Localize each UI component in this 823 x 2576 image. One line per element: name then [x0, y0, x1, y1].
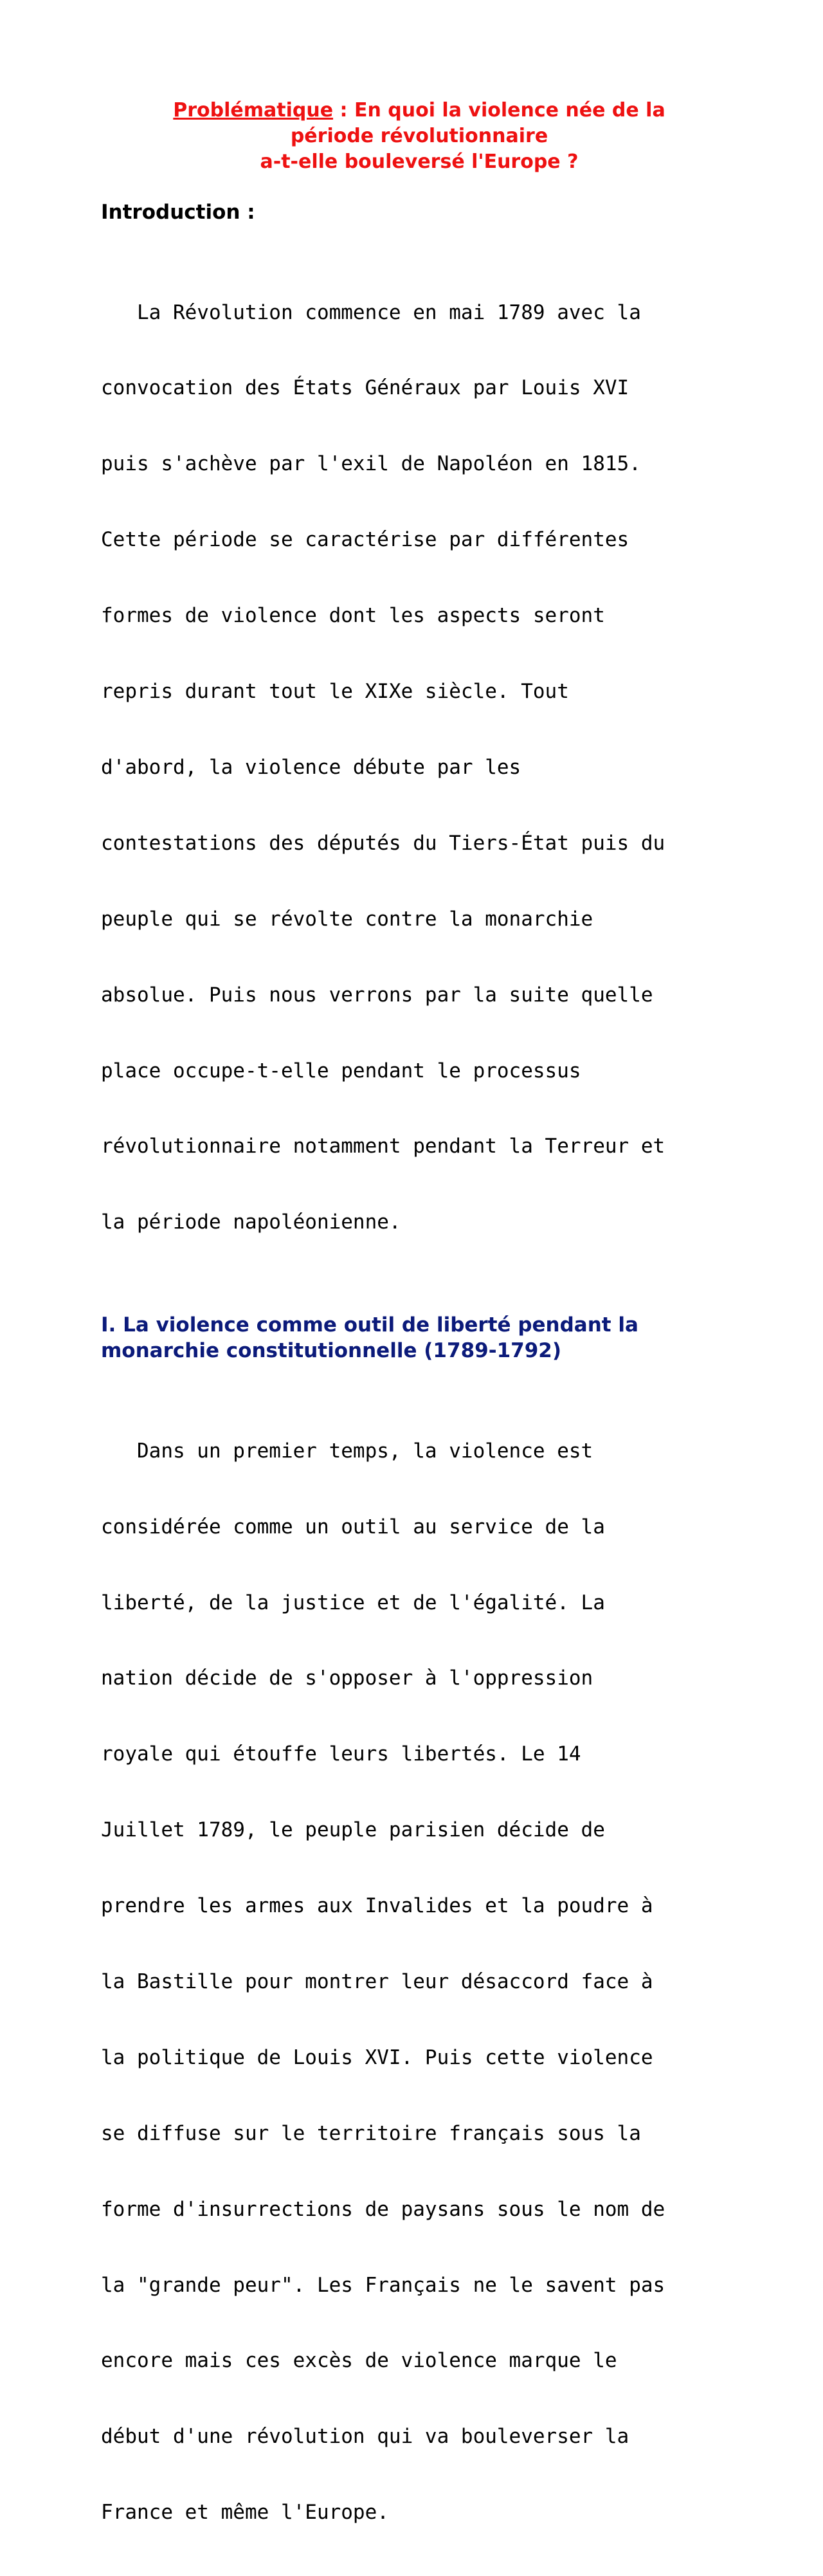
- problematique-text-1: En quoi la violence née de la: [354, 99, 665, 122]
- section-1-line: considérée comme un outil au service de la: [101, 1515, 605, 1539]
- introduction-line: absolue. Puis nous verrons par la suite quelle: [101, 983, 653, 1007]
- introduction-line: convocation des États Généraux par Louis XVI: [101, 376, 629, 400]
- problematique-separator: :: [333, 99, 354, 122]
- document-page: [101, 98, 737, 2576]
- introduction-heading: Introduction :: [101, 201, 255, 224]
- section-1-heading-line: I. La violence comme outil de liberté pendant la: [101, 1313, 638, 1337]
- introduction-line: Cette période se caractérise par différentes: [101, 528, 629, 552]
- section-1-line: royale qui étouffe leurs libertés. Le 14: [101, 1742, 581, 1766]
- introduction-line: la période napoléonienne.: [101, 1210, 401, 1234]
- introduction-paragraph: [101, 250, 737, 1286]
- problematique-label: Problématique: [173, 99, 334, 122]
- introduction-line: La Révolution commence en mai 1789 avec la: [101, 300, 641, 324]
- section-1-heading: [101, 1312, 737, 1364]
- section-1-line: début d'une révolution qui va bouleverser la: [101, 2425, 629, 2449]
- section-1-line: la politique de Louis XVI. Puis cette violence: [101, 2045, 653, 2069]
- section-1-line: forme d'insurrections de paysans sous le nom de: [101, 2197, 665, 2221]
- introduction-line: révolutionnaire notamment pendant la Terreur et: [101, 1135, 665, 1158]
- problematique-title: [101, 98, 737, 175]
- section-1-line: encore mais ces excès de violence marque le: [101, 2349, 617, 2373]
- introduction-line: place occupe-t-elle pendant le processus: [101, 1059, 581, 1082]
- section-1-line: Juillet 1789, le peuple parisien décide de: [101, 1818, 605, 1842]
- section-1-line: liberté, de la justice et de l'égalité. La: [101, 1591, 605, 1614]
- section-1-line: la Bastille pour montrer leur désaccord face à: [101, 1970, 653, 1993]
- section-1-heading-line: monarchie constitutionnelle (1789-1792): [101, 1339, 562, 1363]
- introduction-line: puis s'achève par l'exil de Napoléon en 1815.: [101, 452, 641, 476]
- section-1-line: France et même l'Europe.: [101, 2501, 389, 2525]
- introduction-line: contestations des députés du Tiers-État puis du: [101, 831, 665, 855]
- introduction-line: d'abord, la violence débute par les: [101, 755, 521, 779]
- section-1-paragraph: [101, 1388, 737, 2576]
- problematique-line-3: a-t-elle bouleversé l'Europe ?: [260, 151, 579, 173]
- introduction-line: peuple qui se révolte contre la monarchie: [101, 907, 593, 931]
- section-1-line: prendre les armes aux Invalides et la poudre à: [101, 1894, 653, 1918]
- section-1-line: nation décide de s'opposer à l'oppression: [101, 1667, 593, 1690]
- section-1-line: la "grande peur". Les Français ne le savent pas: [101, 2273, 665, 2297]
- problematique-line-2: période révolutionnaire: [290, 125, 548, 147]
- introduction-line: formes de violence dont les aspects seront: [101, 604, 605, 628]
- problematique-line-1: [101, 98, 737, 123]
- section-1-line: Dans un premier temps, la violence est: [101, 1439, 593, 1463]
- introduction-line: repris durant tout le XIXe siècle. Tout: [101, 680, 569, 704]
- section-1-line: se diffuse sur le territoire français sous la: [101, 2121, 641, 2145]
